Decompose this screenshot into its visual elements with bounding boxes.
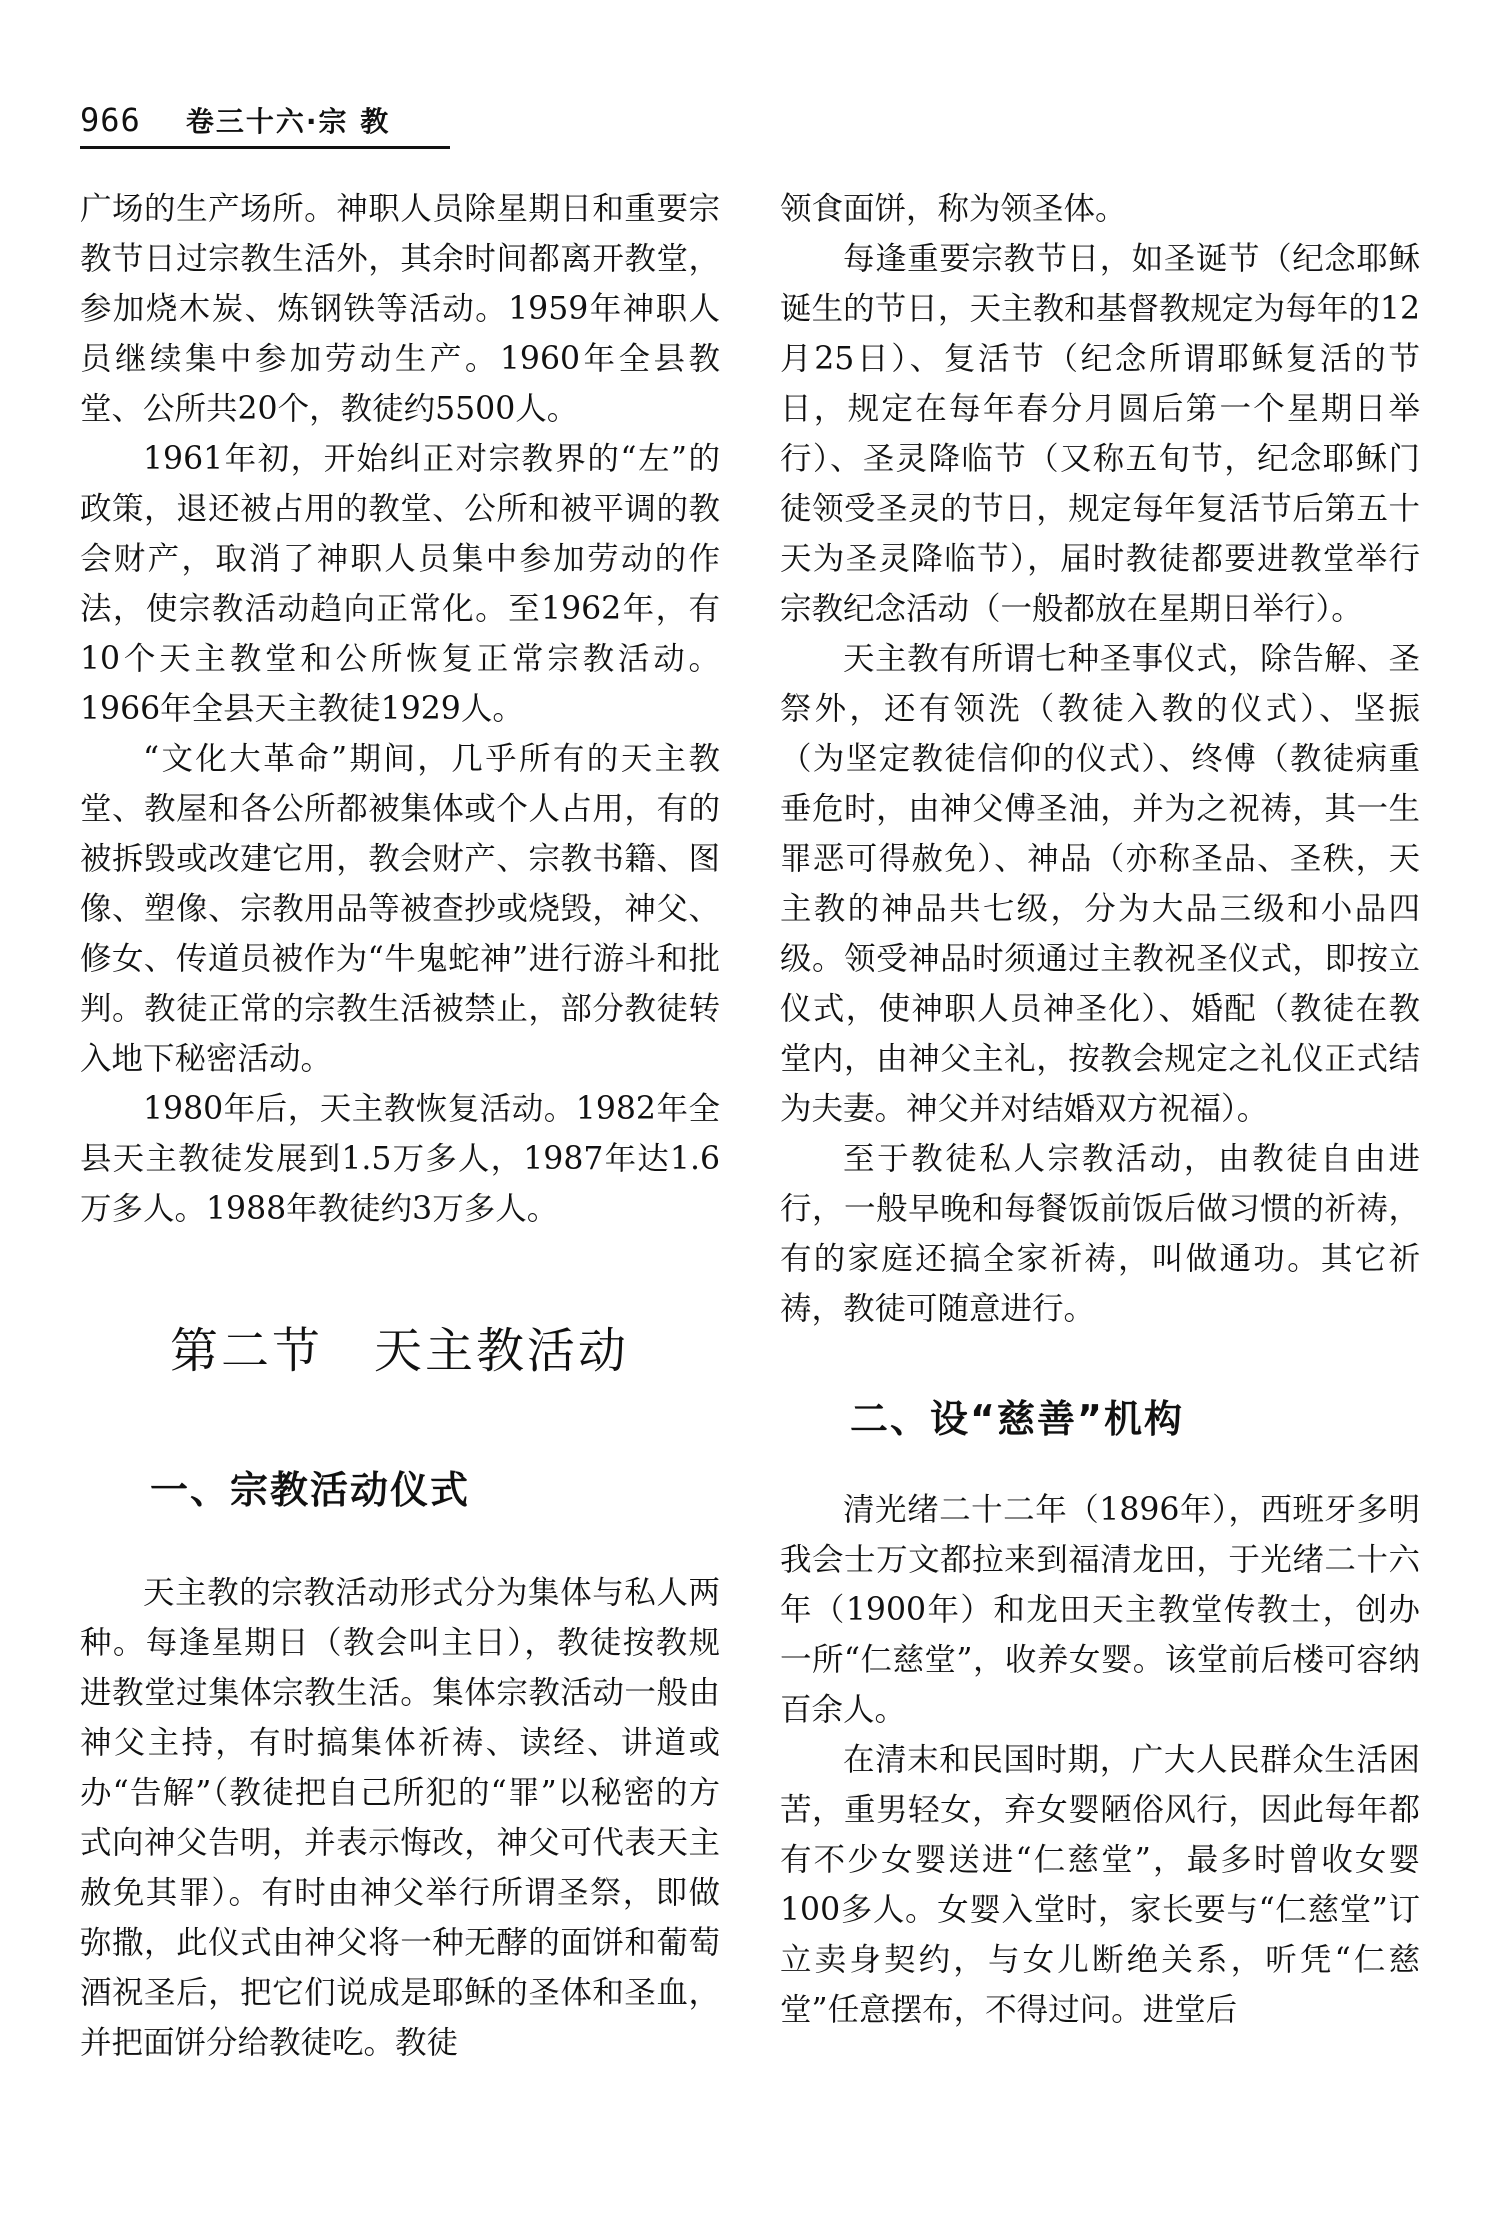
right-column — [780, 184, 1420, 2035]
page-number: 966 — [80, 101, 141, 139]
paragraph: 广场的生产场所。神职人员除星期日和重要宗教节日过宗教生活外，其余时间都离开教堂，参加烧木炭、炼钢铁等活动。1959年神职人员继续集中参加劳动生产。1960年全县教堂、公所共20个，教徒约5500人。 — [80, 191, 720, 427]
header-rule — [80, 146, 450, 149]
page-header — [80, 100, 450, 140]
subsection-title: 一、宗教活动仪式 — [150, 1468, 471, 1512]
subsection-title: 二、设“慈善”机构 — [850, 1397, 1184, 1441]
paragraph: 天主教的宗教活动形式分为集体与私人两种。每逢星期日（教会叫主日），教徒按教规进教堂过集体宗教生活。集体宗教活动一般由神父主持，有时搞集体祈祷、读经、讲道或办“告解”（教徒把自己所犯的“罪”以秘密的方式向神父告明，并表示悔改，神父可代表天主赦免其罪）。有时由神父举行所谓圣祭，即做弥撒，此仪式由神父将一种无酵的面饼和葡萄酒祝圣后，把它们说成是耶稣的圣体和圣血，并把面饼分给教徒吃。教徒 — [80, 1575, 720, 2061]
left-column — [80, 184, 720, 2068]
paragraph: 在清末和民国时期，广大人民群众生活困苦，重男轻女，弃女婴陋俗风行，因此每年都有不少女婴送进“仁慈堂”，最多时曾收女婴100多人。女婴入堂时，家长要与“仁慈堂”订立卖身契约，与女儿断绝关系，听凭“仁慈堂”任意摆布，不得过问。进堂后 — [780, 1742, 1420, 2028]
paragraph: 清光绪二十二年（1896年），西班牙多明我会士万文都拉来到福清龙田，于光绪二十六年（1900年）和龙田天主教堂传教士，创办一所“仁慈堂”，收养女婴。该堂前后楼可容纳百余人。 — [780, 1492, 1420, 1728]
paragraph: “文化大革命”期间，几乎所有的天主教堂、教屋和各公所都被集体或个人占用，有的被拆毁或改建它用，教会财产、宗教书籍、图像、塑像、宗教用品等被查抄或烧毁，神父、修女、传道员被作为“牛鬼蛇神”进行游斗和批判。教徒正常的宗教生活被禁止，部分教徒转入地下秘密活动。 — [80, 741, 720, 1077]
paragraph: 至于教徒私人宗教活动，由教徒自由进行，一般早晚和每餐饭前饭后做习惯的祈祷，有的家庭还搞全家祈祷，叫做通功。其它祈祷，教徒可随意进行。 — [780, 1141, 1420, 1327]
running-head: 卷三十六·宗 教 — [185, 105, 391, 138]
paragraph: 天主教有所谓七种圣事仪式，除告解、圣祭外，还有领洗（教徒入教的仪式）、坚振（为坚定教徒信仰的仪式）、终傅（教徒病重垂危时，由神父傅圣油，并为之祝祷，其一生罪恶可得赦免）、神品（亦称圣品、圣秩，天主教的神品共七级，分为大品三级和小品四级。领受神品时须通过主教祝圣仪式，即按立仪式，使神职人员神圣化）、婚配（教徒在教堂内，由神父主礼，按教会规定之礼仪正式结为夫妻。神父并对结婚双方祝福）。 — [780, 641, 1420, 1127]
paragraph: 领食面饼，称为领圣体。 — [780, 191, 1127, 227]
section-title: 第二节 天主教活动 — [170, 1323, 630, 1379]
paragraph: 1961年初，开始纠正对宗教界的“左”的政策，退还被占用的教堂、公所和被平调的教会财产，取消了神职人员集中参加劳动的作法，使宗教活动趋向正常化。至1962年，有10个天主教堂和公所恢复正常宗教活动。1966年全县天主教徒1929人。 — [80, 441, 720, 727]
paragraph: 1980年后，天主教恢复活动。1982年全县天主教徒发展到1.5万多人，1987年达1.6万多人。1988年教徒约3万多人。 — [80, 1091, 720, 1227]
paragraph: 每逢重要宗教节日，如圣诞节（纪念耶稣诞生的节日，天主教和基督教规定为每年的12月25日）、复活节（纪念所谓耶稣复活的节日，规定在每年春分月圆后第一个星期日举行）、圣灵降临节（又称五旬节，纪念耶稣门徒领受圣灵的节日，规定每年复活节后第五十天为圣灵降临节），届时教徒都要进教堂举行宗教纪念活动（一般都放在星期日举行）。 — [780, 241, 1420, 627]
